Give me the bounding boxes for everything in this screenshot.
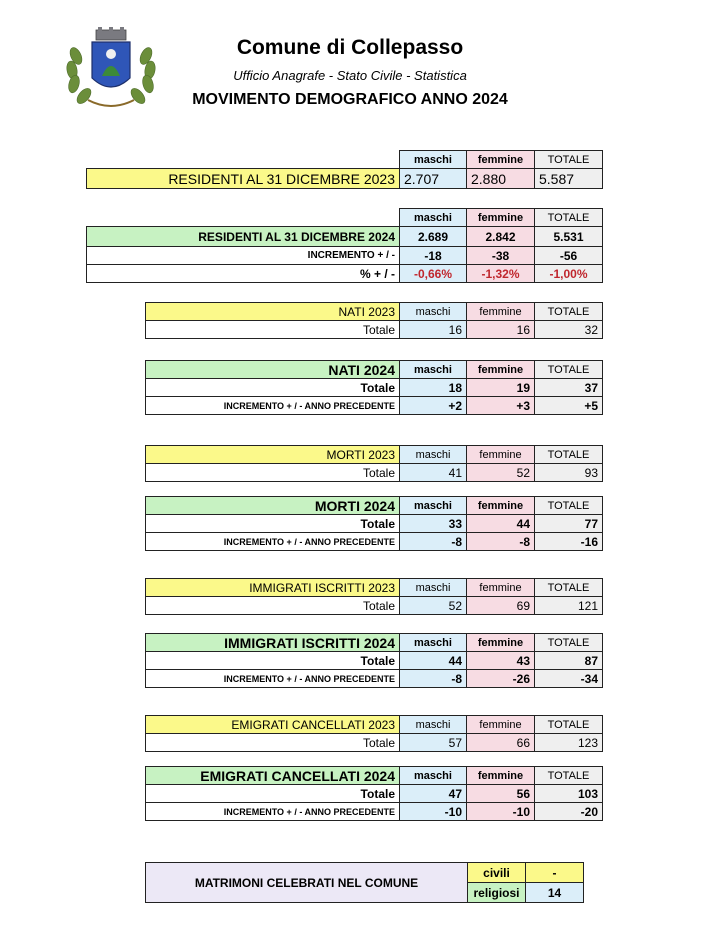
morti-2023-femmine: 52 bbox=[467, 464, 535, 482]
col-header-totale: TOTALE bbox=[535, 579, 603, 597]
residenti-2023-table bbox=[86, 150, 603, 189]
col-header-femmine: femmine bbox=[467, 303, 535, 321]
col-header-totale: TOTALE bbox=[535, 446, 603, 464]
residenti-incremento-label: INCREMENTO + / - bbox=[87, 247, 400, 265]
emigrati-2024-row-label: Totale bbox=[146, 785, 400, 803]
immigrati-2024-totale: 87 bbox=[535, 652, 603, 670]
immigrati-2024-table bbox=[145, 633, 603, 688]
col-header-femmine: femmine bbox=[467, 497, 535, 515]
immigrati-incremento-maschi: -8 bbox=[400, 670, 467, 688]
residenti-pct-femmine: -1,32% bbox=[467, 265, 535, 283]
nati-2023-table bbox=[145, 302, 603, 339]
col-header-maschi: maschi bbox=[400, 151, 467, 169]
emigrati-incremento-label: INCREMENTO + / - ANNO PRECEDENTE bbox=[146, 803, 400, 821]
morti-2023-label: MORTI 2023 bbox=[146, 446, 400, 464]
matrimoni-label: MATRIMONI CELEBRATI NEL COMUNE bbox=[145, 862, 468, 903]
immigrati-2023-totale: 121 bbox=[535, 597, 603, 615]
emigrati-2024-femmine: 56 bbox=[467, 785, 535, 803]
residenti-2023-maschi: 2.707 bbox=[400, 169, 467, 189]
col-header-totale: TOTALE bbox=[535, 209, 603, 227]
nati-2024-label: NATI 2024 bbox=[146, 361, 400, 379]
immigrati-2024-femmine: 43 bbox=[467, 652, 535, 670]
col-header-totale: TOTALE bbox=[535, 151, 603, 169]
residenti-2024-maschi: 2.689 bbox=[400, 227, 467, 247]
residenti-incremento-totale: -56 bbox=[535, 247, 603, 265]
immigrati-2024-maschi: 44 bbox=[400, 652, 467, 670]
col-header-maschi: maschi bbox=[400, 579, 467, 597]
emigrati-2023-femmine: 66 bbox=[467, 734, 535, 752]
immigrati-2023-table bbox=[145, 578, 603, 615]
emigrati-2023-totale: 123 bbox=[535, 734, 603, 752]
residenti-2023-label: RESIDENTI AL 31 DICEMBRE 2023 bbox=[87, 169, 400, 189]
morti-2024-maschi: 33 bbox=[400, 515, 467, 533]
nati-2024-table bbox=[145, 360, 603, 415]
morti-2023-row-label: Totale bbox=[146, 464, 400, 482]
col-header-totale: TOTALE bbox=[535, 497, 603, 515]
morti-2024-row-label: Totale bbox=[146, 515, 400, 533]
col-header-totale: TOTALE bbox=[535, 303, 603, 321]
nati-incremento-label: INCREMENTO + / - ANNO PRECEDENTE bbox=[146, 397, 400, 415]
nati-incremento-femmine: +3 bbox=[467, 397, 535, 415]
residenti-2023-femmine: 2.880 bbox=[467, 169, 535, 189]
immigrati-2023-row-label: Totale bbox=[146, 597, 400, 615]
emigrati-2024-label: EMIGRATI CANCELLATI 2024 bbox=[146, 767, 400, 785]
col-header-femmine: femmine bbox=[467, 634, 535, 652]
emigrati-incremento-totale: -20 bbox=[535, 803, 603, 821]
matrimoni-civili-value: - bbox=[526, 863, 584, 883]
nati-2024-row-label: Totale bbox=[146, 379, 400, 397]
nati-2023-label: NATI 2023 bbox=[146, 303, 400, 321]
report-title: MOVIMENTO DEMOGRAFICO ANNO 2024 bbox=[192, 91, 508, 108]
nati-incremento-maschi: +2 bbox=[400, 397, 467, 415]
col-header-totale: TOTALE bbox=[535, 361, 603, 379]
emigrati-2024-table bbox=[145, 766, 603, 821]
immigrati-incremento-femmine: -26 bbox=[467, 670, 535, 688]
morti-2023-maschi: 41 bbox=[400, 464, 467, 482]
col-header-femmine: femmine bbox=[467, 361, 535, 379]
col-header-femmine: femmine bbox=[467, 716, 535, 734]
emigrati-2024-maschi: 47 bbox=[400, 785, 467, 803]
nati-2023-maschi: 16 bbox=[400, 321, 467, 339]
residenti-pct-maschi: -0,66% bbox=[400, 265, 467, 283]
morti-2023-totale: 93 bbox=[535, 464, 603, 482]
immigrati-2023-maschi: 52 bbox=[400, 597, 467, 615]
residenti-pct-label: % + / - bbox=[87, 265, 400, 283]
emigrati-2023-table bbox=[145, 715, 603, 752]
page-title: Comune di Collepasso bbox=[236, 36, 464, 59]
nati-2024-totale: 37 bbox=[535, 379, 603, 397]
residenti-incremento-maschi: -18 bbox=[400, 247, 467, 265]
immigrati-2024-row-label: Totale bbox=[146, 652, 400, 670]
emigrati-incremento-maschi: -10 bbox=[400, 803, 467, 821]
col-header-femmine: femmine bbox=[467, 579, 535, 597]
residenti-incremento-femmine: -38 bbox=[467, 247, 535, 265]
nati-2023-femmine: 16 bbox=[467, 321, 535, 339]
emigrati-2024-totale: 103 bbox=[535, 785, 603, 803]
morti-2024-totale: 77 bbox=[535, 515, 603, 533]
emigrati-2023-row-label: Totale bbox=[146, 734, 400, 752]
immigrati-2023-label: IMMIGRATI ISCRITTI 2023 bbox=[146, 579, 400, 597]
col-header-totale: TOTALE bbox=[535, 767, 603, 785]
residenti-2023-totale: 5.587 bbox=[535, 169, 603, 189]
morti-incremento-femmine: -8 bbox=[467, 533, 535, 551]
col-header-maschi: maschi bbox=[400, 767, 467, 785]
matrimoni-table bbox=[467, 862, 584, 903]
col-header-maschi: maschi bbox=[400, 634, 467, 652]
nati-2023-totale: 32 bbox=[535, 321, 603, 339]
emigrati-2023-maschi: 57 bbox=[400, 734, 467, 752]
col-header-maschi: maschi bbox=[400, 446, 467, 464]
immigrati-2023-femmine: 69 bbox=[467, 597, 535, 615]
residenti-2024-femmine: 2.842 bbox=[467, 227, 535, 247]
morti-incremento-label: INCREMENTO + / - ANNO PRECEDENTE bbox=[146, 533, 400, 551]
col-header-maschi: maschi bbox=[400, 303, 467, 321]
col-header-maschi: maschi bbox=[400, 497, 467, 515]
col-header-maschi: maschi bbox=[400, 209, 467, 227]
col-header-totale: TOTALE bbox=[535, 634, 603, 652]
morti-2023-table bbox=[145, 445, 603, 482]
residenti-2024-label: RESIDENTI AL 31 DICEMBRE 2024 bbox=[87, 227, 400, 247]
emigrati-incremento-femmine: -10 bbox=[467, 803, 535, 821]
morti-2024-femmine: 44 bbox=[467, 515, 535, 533]
morti-2024-label: MORTI 2024 bbox=[146, 497, 400, 515]
nati-incremento-totale: +5 bbox=[535, 397, 603, 415]
immigrati-2024-label: IMMIGRATI ISCRITTI 2024 bbox=[146, 634, 400, 652]
page-subtitle: Ufficio Anagrafe - Stato Civile - Statistica bbox=[233, 68, 467, 83]
morti-incremento-maschi: -8 bbox=[400, 533, 467, 551]
morti-incremento-totale: -16 bbox=[535, 533, 603, 551]
col-header-maschi: maschi bbox=[400, 361, 467, 379]
matrimoni-civili-label: civili bbox=[468, 863, 526, 883]
immigrati-incremento-label: INCREMENTO + / - ANNO PRECEDENTE bbox=[146, 670, 400, 688]
matrimoni-religiosi-label: religiosi bbox=[468, 883, 526, 903]
nati-2024-femmine: 19 bbox=[467, 379, 535, 397]
col-header-femmine: femmine bbox=[467, 446, 535, 464]
immigrati-incremento-totale: -34 bbox=[535, 670, 603, 688]
nati-2024-maschi: 18 bbox=[400, 379, 467, 397]
morti-2024-table bbox=[145, 496, 603, 551]
col-header-maschi: maschi bbox=[400, 716, 467, 734]
emigrati-2023-label: EMIGRATI CANCELLATI 2023 bbox=[146, 716, 400, 734]
residenti-2024-totale: 5.531 bbox=[535, 227, 603, 247]
col-header-femmine: femmine bbox=[467, 209, 535, 227]
matrimoni-religiosi-value: 14 bbox=[526, 883, 584, 903]
col-header-totale: TOTALE bbox=[535, 716, 603, 734]
col-header-femmine: femmine bbox=[467, 767, 535, 785]
col-header-femmine: femmine bbox=[467, 151, 535, 169]
residenti-2024-table bbox=[86, 208, 603, 283]
residenti-pct-totale: -1,00% bbox=[535, 265, 603, 283]
nati-2023-row-label: Totale bbox=[146, 321, 400, 339]
